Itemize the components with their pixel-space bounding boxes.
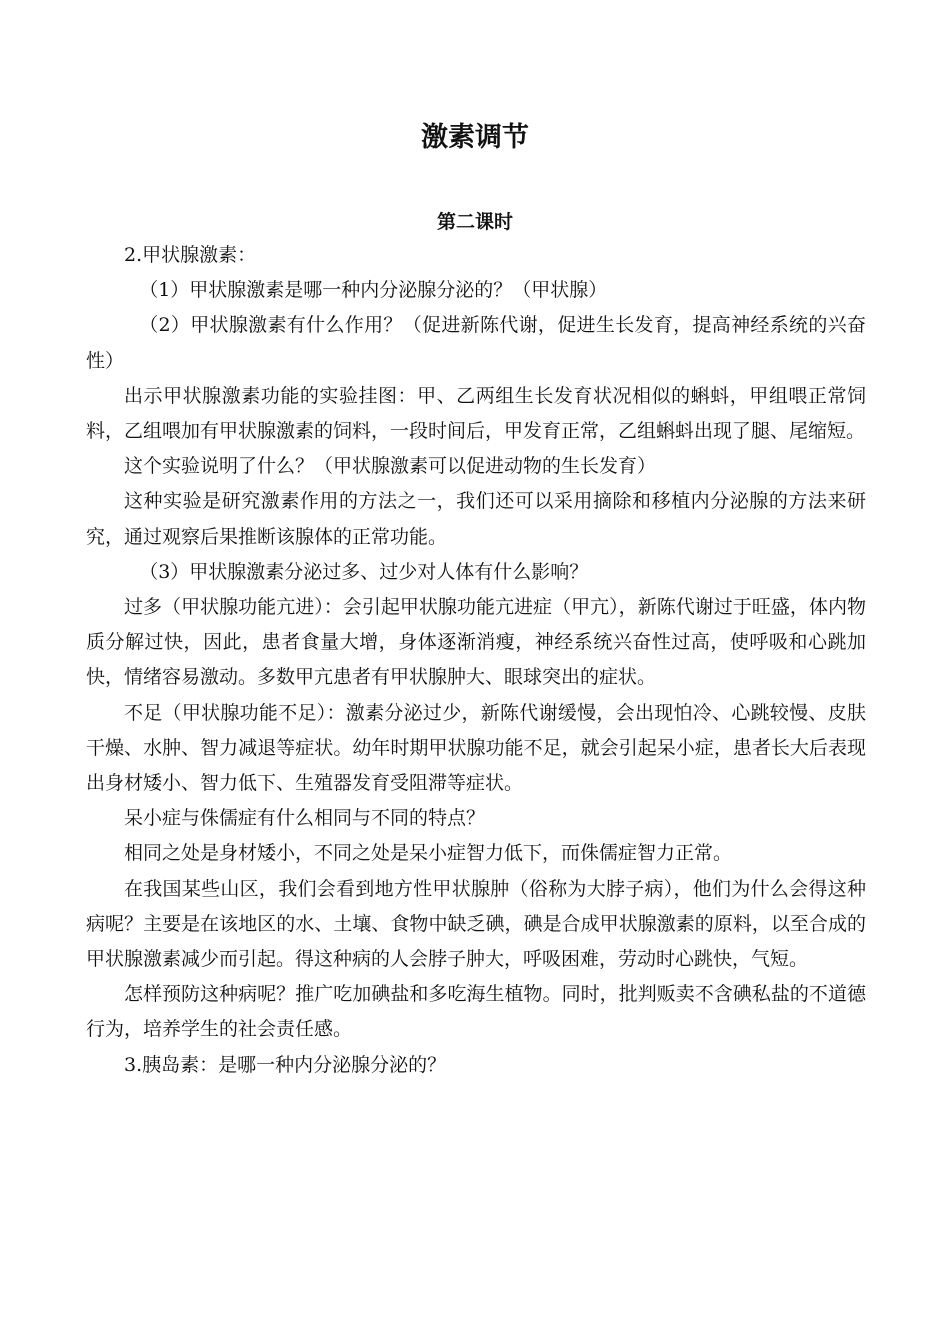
question-1: （1）甲状腺激素是哪一种内分泌腺分泌的？（甲状腺） [139, 279, 608, 302]
hyperthyroid-paragraph: 过多（甲状腺功能亢进）：会引起甲状腺功能亢进症（甲亢），新陈代谢过于旺盛，体内物质分解过快，因此，患者食量大增，身体逐渐消瘦，神经系统兴奋性过高，使呼吸和心跳加快，情绪容易激动。多数甲亢患者有甲状腺肿大、眼球突出的症状。 [86, 596, 866, 689]
comparison-question: 呆小症与侏儒症有什么相同与不同的特点？ [124, 807, 486, 830]
experiment-paragraph: 出示甲状腺激素功能的实验挂图：甲、乙两组生长发育状况相似的蝌蚪，甲组喂正常饲料，乙组喂加有甲状腺激素的饲料，一段时间后，甲发育正常，乙组蝌蚪出现了腿、尾缩短。 [86, 384, 866, 443]
question-2: （2）甲状腺激素有什么作用？（促进新陈代谢，促进生长发育，提高神经系统的兴奋性） [86, 314, 866, 372]
prevention-paragraph: 怎样预防这种病呢？推广吃加碘盐和多吃海生植物。同时，批判贩卖不含碘私盐的不道德行为，培养学生的社会责任感。 [86, 983, 866, 1041]
page-title: 激素调节 [421, 122, 529, 153]
research-method-paragraph: 这种实验是研究激素作用的方法之一，我们还可以采用摘除和移植内分泌腺的方法来研究，通过观察后果推断该腺体的正常功能。 [86, 490, 866, 548]
hypothyroid-paragraph: 不足（甲状腺功能不足）：激素分泌过少，新陈代谢缓慢，会出现怕冷、心跳较慢、皮肤干燥、水肿、智力减退等症状。幼年时期甲状腺功能不足，就会引起呆小症，患者长大后表现出身材矮小、智力低下、生殖器发育受阻滞等症状。 [86, 701, 866, 795]
lesson-subtitle: 第二课时 [436, 211, 513, 233]
document-body [86, 238, 866, 1083]
experiment-conclusion: 这个实验说明了什么？（甲状腺激素可以促进动物的生长发育） [124, 455, 657, 478]
goiter-paragraph: 在我国某些山区，我们会看到地方性甲状腺肿（俗称为大脖子病），他们为什么会得这种病呢？主要是在该地区的水、土壤、食物中缺乏碘，碘是合成甲状腺激素的原料，以至合成的甲状腺激素减少而引起。得这种病的人会脖子肿大，呼吸困难，劳动时心跳快，气短。 [86, 877, 866, 971]
section-heading-insulin: 3.胰岛素：是哪一种内分泌腺分泌的？ [124, 1053, 447, 1076]
section-heading-thyroid: 2.甲状腺激素： [124, 244, 257, 266]
comparison-answer: 相同之处是身材矮小，不同之处是呆小症智力低下，而侏儒症智力正常。 [124, 842, 733, 865]
question-3: （3）甲状腺激素分泌过多、过少对人体有什么影响？ [139, 560, 589, 583]
